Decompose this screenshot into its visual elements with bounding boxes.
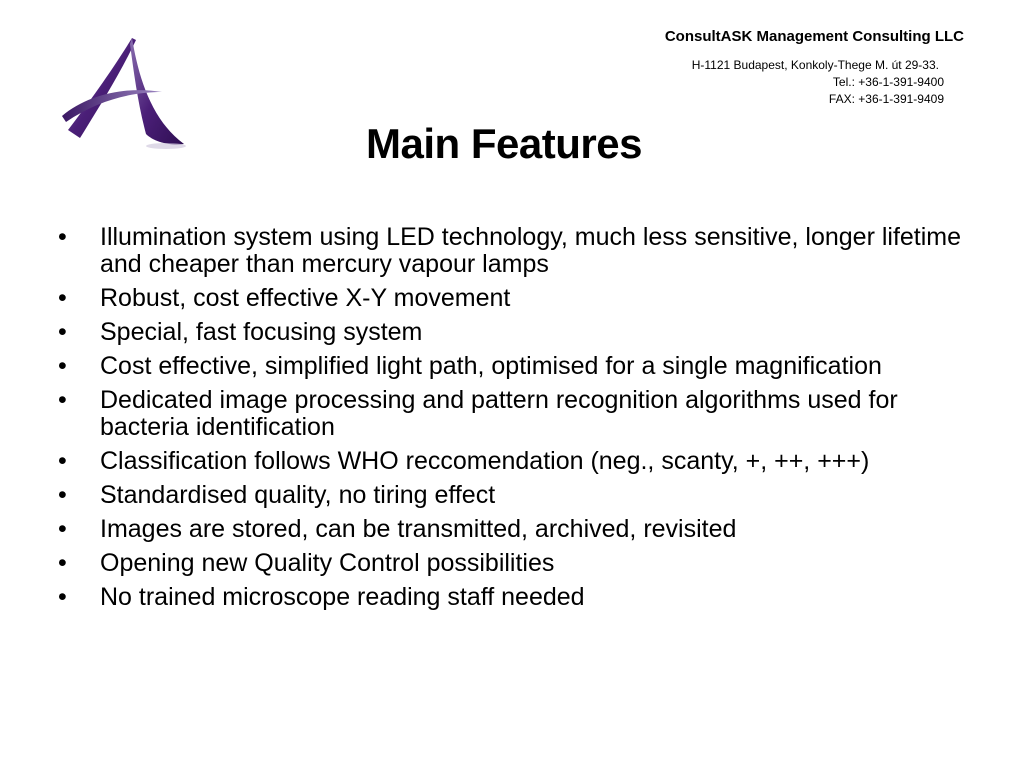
bullet-icon: •: [58, 447, 67, 475]
list-item: [58, 448, 988, 475]
fax-line: FAX: +36-1-391-9409: [828, 92, 944, 106]
bullet-icon: •: [58, 481, 67, 509]
list-item: [58, 584, 988, 611]
list-item: [58, 224, 988, 278]
feature-text: Robust, cost effective X-Y movement: [100, 284, 511, 312]
page-title: Main Features: [366, 120, 642, 167]
phone-line: Tel.: +36-1-391-9400: [832, 75, 944, 89]
list-item: [58, 516, 988, 543]
feature-text: Special, fast focusing system: [100, 318, 423, 346]
bullet-icon: •: [58, 386, 67, 414]
feature-text: Classification follows WHO reccomendation (neg., scanty, +, ++, +++): [100, 447, 870, 475]
list-item: [58, 285, 988, 312]
list-item: [58, 550, 988, 577]
bullet-icon: •: [58, 223, 67, 251]
bullet-icon: •: [58, 284, 67, 312]
address-line: H-1121 Budapest, Konkoly-Thege M. út 29-33.: [691, 58, 939, 72]
list-item: [58, 387, 988, 441]
bullet-icon: •: [58, 318, 67, 346]
feature-text: Standardised quality, no tiring effect: [100, 481, 496, 509]
list-item: [58, 353, 988, 380]
bullet-icon: •: [58, 515, 67, 543]
feature-text: Images are stored, can be transmitted, archived, revisited: [100, 515, 737, 543]
list-item: [58, 319, 988, 346]
contact-info: [692, 57, 944, 108]
features-list: [58, 224, 988, 618]
feature-text: No trained microscope reading staff needed: [100, 583, 585, 611]
bullet-icon: •: [58, 583, 67, 611]
feature-text: Cost effective, simplified light path, optimised for a single magnification: [100, 352, 882, 380]
company-name: ConsultASK Management Consulting LLC: [664, 28, 964, 45]
bullet-icon: •: [58, 352, 67, 380]
bullet-icon: •: [58, 549, 67, 577]
feature-text: Opening new Quality Control possibilities: [100, 549, 555, 577]
feature-text: Dedicated image processing and pattern recognition algorithms used for bacteria identification: [100, 386, 898, 441]
list-item: [58, 482, 988, 509]
feature-text: Illumination system using LED technology, much less sensitive, longer lifetime and cheaper than mercury vapour lamps: [100, 223, 962, 278]
